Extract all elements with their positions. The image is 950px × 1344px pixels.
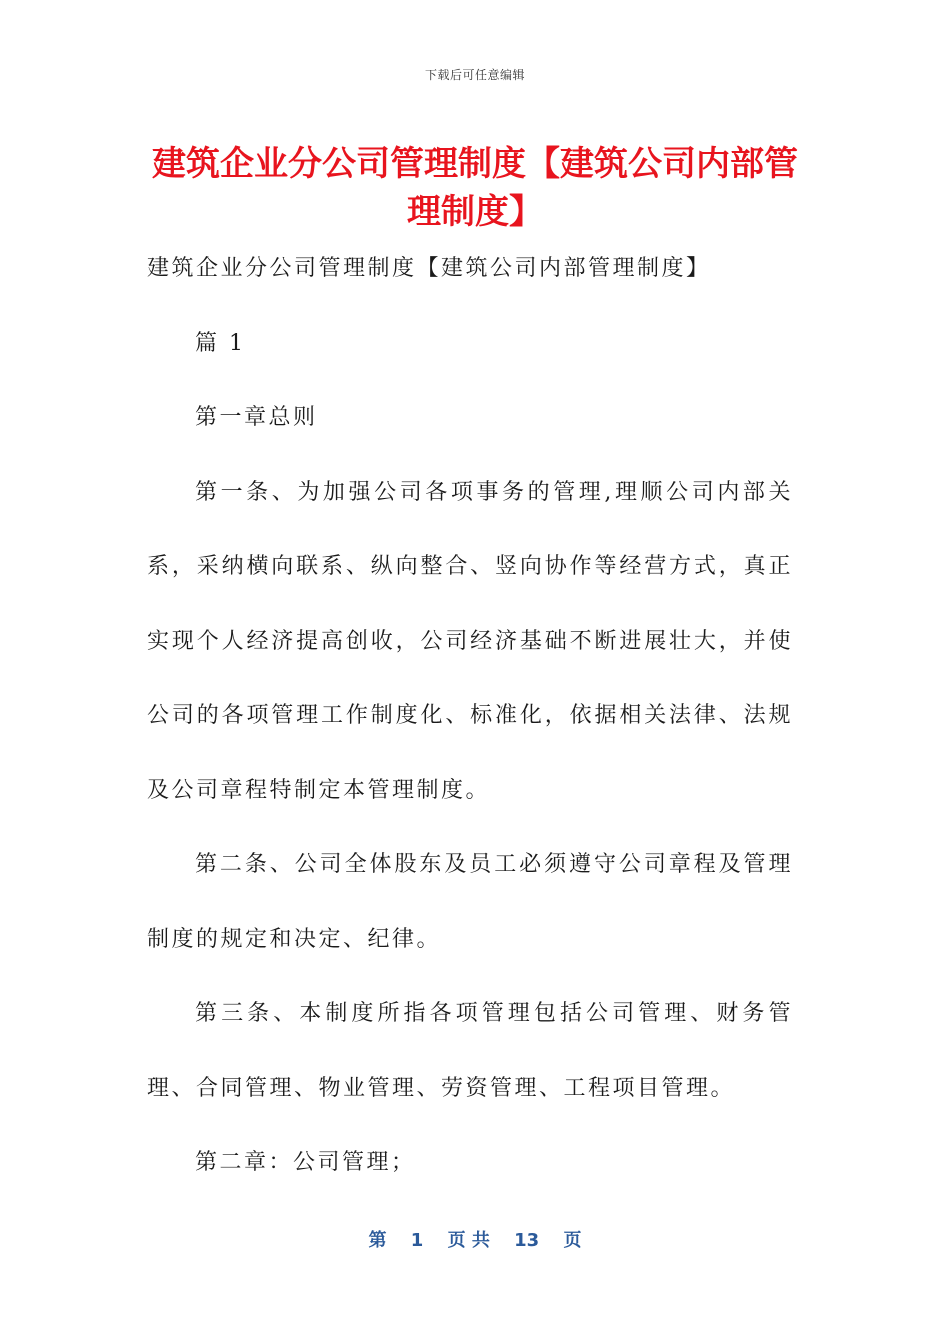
footer-label-total: 页 共: [447, 1230, 490, 1251]
paragraph-article-2: 第二条、公司全体股东及员工必须遵守公司章程及管理制度的规定和决定、纪律。: [147, 852, 793, 952]
paragraph-article-3: 第三条、本制度所指各项管理包括公司管理、财务管理、合同管理、物业管理、劳资管理、工程项目管理。: [147, 1001, 793, 1101]
paragraph-subtitle: 建筑企业分公司管理制度【建筑公司内部管理制度】: [147, 256, 711, 281]
page-footer: [0, 1226, 950, 1252]
footer-current-page: 1: [410, 1230, 424, 1251]
document-body: [147, 232, 793, 1201]
paragraph-chapter-heading: 第一章总则: [195, 405, 318, 430]
header-note: 下载后可任意编辑: [424, 68, 525, 82]
footer-label-end: 页: [563, 1230, 582, 1251]
paragraph-chapter-2-heading: 第二章：公司管理；: [195, 1150, 416, 1175]
paragraph-section-label: 篇 1: [195, 330, 246, 356]
footer-label-page: 第: [368, 1230, 387, 1251]
footer-total-pages: 13: [514, 1230, 540, 1251]
document-title: 建筑企业分公司管理制度【建筑公司内部管理制度】: [152, 144, 798, 232]
paragraph-article-1: 第一条、为加强公司各项事务的管理,理顺公司内部关系，采纳横向联系、纵向整合、竖向协作等经营方式，真正实现个人经济提高创收，公司经济基础不断进展壮大，并使公司的各项管理工作制度化、标准化，依据相关法律、法规及公司章程特制定本管理制度。: [147, 479, 793, 803]
